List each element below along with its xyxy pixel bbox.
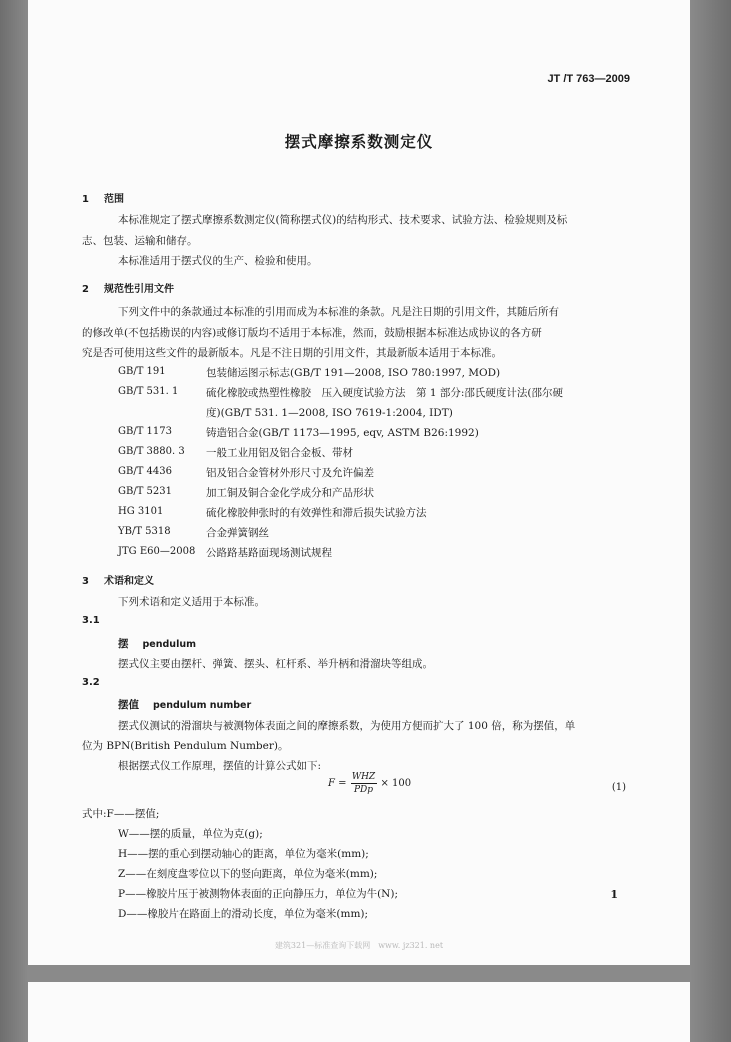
- term-number: 3.1: [82, 615, 100, 626]
- next-page: [28, 982, 690, 1042]
- reference-title: 硫化橡胶或热塑性橡胶 压入硬度试验方法 第 1 部分:邵氏硬度计法(邵尔硬: [206, 387, 563, 399]
- section-1-paragraph: 本标准规定了摆式摩擦系数测定仪(简称摆式仪)的结构形式、技术要求、试验方法、检验规则及标: [118, 214, 568, 226]
- document-page: [28, 0, 690, 965]
- reference-title: 铝及铝合金管材外形尺寸及允许偏差: [206, 467, 374, 479]
- term-definition: 摆式仪主要由摆杆、弹簧、摆头、杠杆系、举升柄和滑溜块等组成。: [118, 658, 433, 670]
- reference-code: GB/T 3880. 3: [118, 446, 185, 457]
- formula-fraction: [351, 772, 377, 795]
- section-3-intro: 下列术语和定义适用于本标准。: [118, 596, 265, 608]
- reference-code: GB/T 1173: [118, 426, 173, 437]
- reference-code: GB/T 5231: [118, 486, 173, 497]
- standard-code: JT /T 763—2009: [547, 73, 630, 85]
- reference-title: 合金弹簧钢丝: [206, 527, 269, 539]
- page-number: 1: [610, 888, 618, 901]
- equation-number: (1): [611, 782, 626, 793]
- term-heading: 摆 pendulum: [118, 638, 196, 650]
- variable-definition: Z——在刻度盘零位以下的竖向距离，单位为毫米(mm);: [118, 868, 378, 880]
- term-heading: 摆值 pendulum number: [118, 699, 252, 711]
- section-3-heading: 3 术语和定义: [82, 576, 154, 587]
- term-number: 3.2: [82, 677, 100, 688]
- section-2-paragraph-cont2: 究是否可使用这些文件的最新版本。凡是不注日期的引用文件，其最新版本适用于本标准。: [82, 347, 502, 359]
- reference-title: 包装储运图示标志(GB/T 191—2008, ISO 780:1997, MOD): [206, 367, 501, 379]
- reference-title-cont: 度)(GB/T 531. 1—2008, ISO 7619-1:2004, IDT): [206, 407, 453, 419]
- reference-title: 硫化橡胶伸张时的有效弹性和滞后损失试验方法: [206, 507, 427, 519]
- variable-definition: H——摆的重心到摆动轴心的距离，单位为毫米(mm);: [118, 848, 369, 860]
- reference-code: JTG E60—2008: [118, 546, 196, 557]
- reference-title: 公路路基路面现场测试规程: [206, 547, 332, 559]
- reference-code: HG 3101: [118, 506, 164, 517]
- formula-lhs: F =: [328, 778, 347, 789]
- section-1-paragraph-cont: 志、包装、运输和储存。: [82, 235, 198, 247]
- variable-definition: P——橡胶片压于被测物体表面的正向静压力，单位为牛(N);: [118, 888, 398, 900]
- term-definition-cont: 位为 BPN(British Pendulum Number)。: [82, 740, 289, 752]
- reference-code: GB/T 4436: [118, 466, 173, 477]
- section-1-heading: 1 范围: [82, 194, 124, 205]
- formula-denominator: PDp: [353, 785, 374, 795]
- section-1-scope: 本标准适用于摆式仪的生产、检验和使用。: [118, 255, 318, 267]
- formula-numerator: WHZ: [351, 772, 376, 782]
- section-2-heading: 2 规范性引用文件: [82, 284, 174, 295]
- formula: [328, 772, 411, 795]
- variable-definition: D——橡胶片在路面上的滑动长度，单位为毫米(mm);: [118, 908, 369, 920]
- page-title: 摆式摩擦系数测定仪: [284, 133, 434, 151]
- variable-definition: 式中:F——摆值;: [82, 808, 160, 820]
- formula-rhs: × 100: [380, 778, 412, 789]
- reference-title: 加工铜及铜合金化学成分和产品形状: [206, 487, 374, 499]
- reference-code: GB/T 531. 1: [118, 386, 179, 397]
- section-2-paragraph: 下列文件中的条款通过本标准的引用而成为本标准的条款。凡是注日期的引用文件，其随后所有: [118, 306, 559, 318]
- formula-intro: 根据摆式仪工作原理，摆值的计算公式如下:: [118, 760, 322, 772]
- section-2-paragraph-cont: 的修改单(不包括勘误的内容)或修订版均不适用于本标准，然而，鼓励根据本标准达成协议的各方研: [82, 327, 542, 339]
- watermark-footer: 建筑321—标准查询下载网 www. jz321. net: [274, 941, 444, 950]
- term-definition: 摆式仪测试的滑溜块与被测物体表面之间的摩擦系数，为使用方便而扩大了 100 倍，称为摆值，单: [118, 720, 576, 732]
- reference-title: 铸造铝合金(GB/T 1173—1995, eqv, ASTM B26:1992): [206, 427, 479, 439]
- reference-code: GB/T 191: [118, 366, 166, 377]
- reference-code: YB/T 5318: [118, 526, 171, 537]
- fraction-bar: [351, 783, 377, 784]
- variable-definition: W——摆的质量，单位为克(g);: [118, 828, 263, 840]
- reference-title: 一般工业用铝及铝合金板、带材: [206, 447, 353, 459]
